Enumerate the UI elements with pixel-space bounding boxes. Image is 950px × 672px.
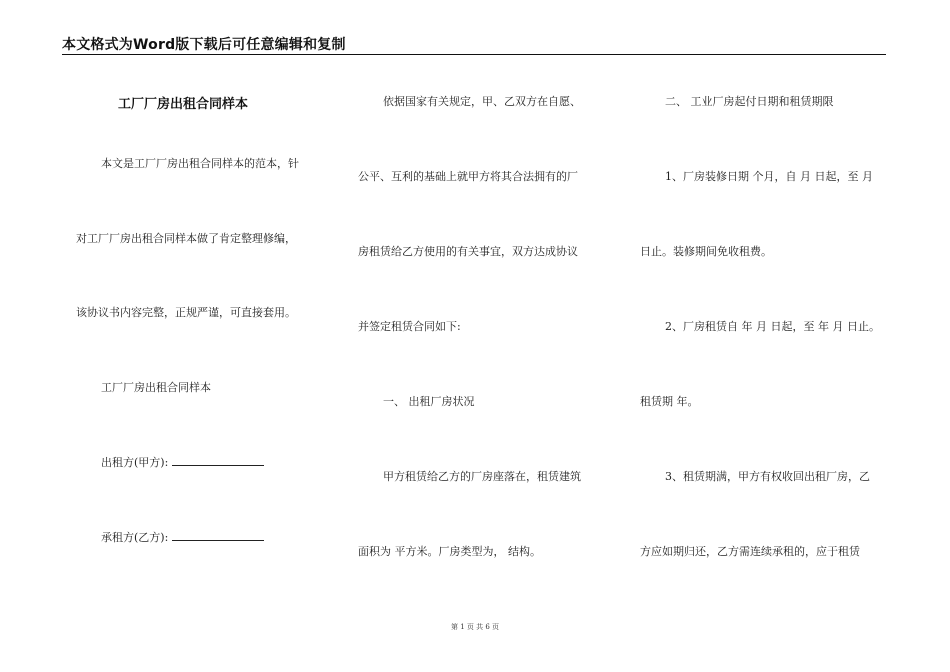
col2-line-4: 并签定租赁合同如下: — [358, 320, 461, 333]
col3-line-1: 1、厂房装修日期 个月，自 月 日起，至 月 — [665, 170, 873, 183]
document-title: 工厂厂房出租合同样本 — [118, 97, 249, 112]
col2-line-6: 面积为 平方米。厂房类型为， 结构。 — [358, 545, 541, 558]
intro-line-2: 对工厂厂房出租合同样本做了肯定整理修编， — [76, 232, 296, 245]
intro-line-1: 本文是工厂厂房出租合同样本的范本，针 — [101, 157, 299, 170]
col3-line-4: 租赁期 年。 — [640, 395, 699, 408]
col3-line-6: 方应如期归还，乙方需连续承租的，应于租赁 — [640, 545, 860, 558]
lessor-label: 出租方(甲方): — [101, 456, 169, 469]
col2-line-5: 甲方租赁给乙方的厂房座落在，租赁建筑 — [383, 470, 581, 483]
lessor-field — [101, 454, 264, 470]
col3-line-3: 2、厂房租赁自 年 月 日起，至 年 月 日止。 — [665, 320, 880, 333]
lessee-field — [101, 529, 264, 545]
contract-subtitle: 工厂厂房出租合同样本 — [101, 381, 211, 394]
lessee-label: 承租方(乙方): — [101, 531, 169, 544]
col3-line-2: 日止。装修期间免收租费。 — [640, 245, 772, 258]
intro-line-3: 该协议书内容完整，正规严谨，可直接套用。 — [76, 306, 296, 319]
col2-line-1: 依据国家有关规定，甲、乙双方在自愿、 — [383, 95, 581, 108]
col2-line-3: 房租赁给乙方使用的有关事宜，双方达成协议 — [358, 245, 578, 258]
document-banner: 本文格式为Word版下载后可任意编辑和复制 — [62, 37, 346, 53]
banner-divider — [62, 54, 886, 55]
section-1-heading: 一、 出租厂房状况 — [383, 395, 475, 408]
page-number-footer: 第 1 页 共 6 页 — [450, 623, 500, 631]
col3-line-5: 3、租赁期满，甲方有权收回出租厂房，乙 — [665, 470, 870, 483]
lessor-blank-line — [172, 455, 264, 466]
col2-line-2: 公平、互利的基础上就甲方将其合法拥有的厂 — [358, 170, 578, 183]
lessee-blank-line — [172, 530, 264, 541]
section-2-heading: 二、 工业厂房起付日期和租赁期限 — [665, 95, 834, 108]
